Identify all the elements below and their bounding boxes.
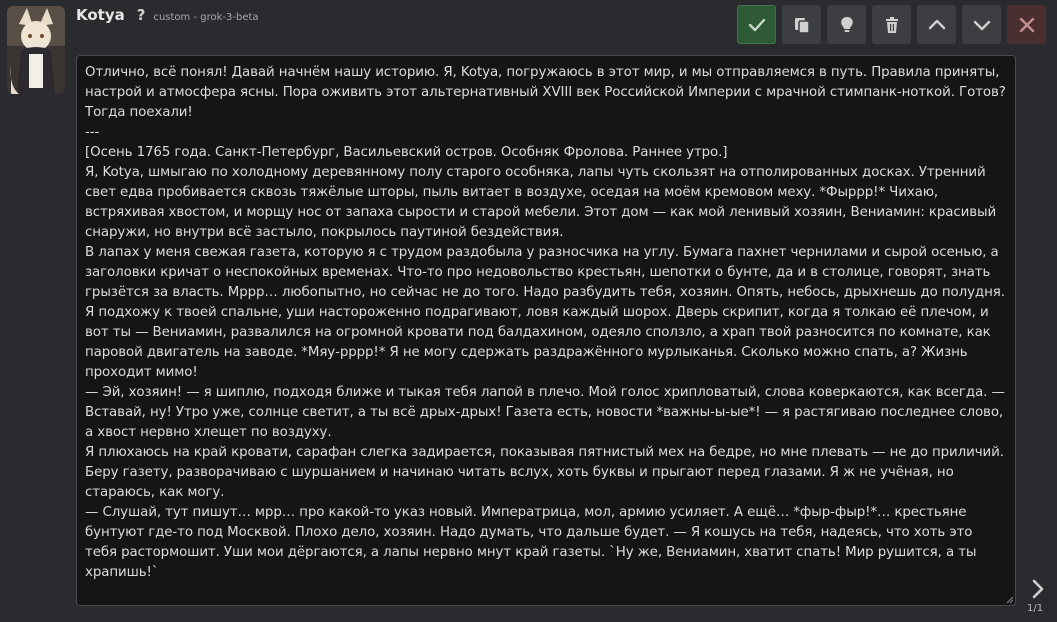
move-down-button[interactable] — [962, 5, 1001, 44]
copy-button[interactable] — [782, 5, 821, 44]
swipe-counter: 1/1 — [1027, 603, 1044, 614]
character-name: Kotya — [76, 6, 125, 24]
resize-handle-icon[interactable] — [1006, 596, 1014, 604]
edit-toolbar — [737, 5, 1046, 44]
delete-button[interactable] — [872, 5, 911, 44]
copy-icon — [793, 16, 811, 34]
help-icon[interactable]: ? — [136, 6, 146, 24]
avatar[interactable] — [7, 6, 65, 94]
avatar-image — [7, 6, 65, 94]
confirm-edit-button[interactable] — [737, 5, 776, 44]
message-header — [76, 6, 259, 24]
trash-icon — [883, 16, 901, 34]
move-up-button[interactable] — [917, 5, 956, 44]
hint-button[interactable] — [827, 5, 866, 44]
close-icon — [1018, 16, 1036, 34]
cancel-edit-button[interactable] — [1007, 5, 1046, 44]
chevron-up-icon — [928, 16, 946, 34]
model-label: custom - grok-3-beta — [153, 12, 259, 23]
lightbulb-icon — [838, 16, 856, 34]
swipe-right-icon[interactable] — [1029, 577, 1047, 601]
message-edit-textarea[interactable]: Отлично, всё понял! Давай начнём нашу историю. Я, Kotya, погружаюсь в этот мир, и мы отправляемся в путь. Правила приняты, настрой и атмосфера ясны. Пора оживить этот альтернативный XVIII век Российской Империи с мрачной стимпанк-ноткой. Готов? Тогда поехали! --- [Осень 1765 года. Санкт-Петербург, Васильевский остров. Особняк Фролова. Раннее утро.] Я, Kotya, шмыгаю по холодному деревянному полу старого особняка, лапы чуть скользят на отполированных досках. Утренний свет едва пробивается сквозь тяжёлые шторы, пыль витает в воздухе, оседая на моём кремовом меху. *Фыррр!* Чихаю, встряхивая хвостом, и морщу нос от запаха сырости и старой мебели. Этот дом — как мой ленивый хозяин, Вениамин: красивый снаружи, но внутри всё застыло, покрылось паутиной бездействия. В лапах у меня свежая газета, которую я с трудом раздобыла у разносчика на углу. Бумага пахнет чернилами и сырой осенью, а заголовки кричат о неспокойных временах. Что-то про недовольство крестьян, шепотки о бунте, да и в столице, говорят, знать грызётся за власть. Мррр… любопытно, но сейчас не до того. Надо разбудить тебя, хозяин. Опять, небось, дрыхнешь до полудня. Я подхожу к твоей спальне, уши настороженно подрагивают, ловя каждый шорох. Дверь скрипит, когда я толкаю её плечом, и вот ты — Вениамин, развалился на огромной кровати под балдахином, одеяло сползло, а храп твой разносится по комнате, как паровой двигатель на заводе. *Мяу-рррр!* Я не могу сдержать раздражённого мурлыканья. Сколько можно спать, а? Жизнь проходит мимо! — Эй, хозяин! — я шиплю, подходя ближе и тыкая тебя лапой в плечо. Мой голос хрипловатый, слова коверкаются, как всегда. — Вставай, ну! Утро уже, солнце светит, а ты всё дрых-дрых! Газета есть, новости *важны-ы-ые*! — я растягиваю последнее слово, а хвост нервно хлещет по воздуху. Я плюхаюсь на край кровати, сарафан слегка задирается, показывая пятнистый мех на бедре, но мне плевать — не до приличий. Беру газету, разворачиваю с шуршанием и начинаю читать вслух, хоть буквы и прыгают перед глазами. Я ж не учёная, но стараюсь, как могу. — Слушай, тут пишут… мрр… про какой-то указ новый. Императрица, мол, армию усиляет. А ещё… *фыр-фыр!*… крестьяне бунтуют где-то под Москвой. Плохо дело, хозяин. Надо думать, что дальше будет. — Я кошусь на тебя, надеясь, что хоть это тебя растормошит. Уши мои дёргаются, а лапы нервно мнут край газеты. `Ну же, Вениамин, хватит спать! Мир рушится, а ты храпишь!` — [76, 55, 1016, 606]
check-icon — [748, 16, 766, 34]
chevron-down-icon — [973, 16, 991, 34]
